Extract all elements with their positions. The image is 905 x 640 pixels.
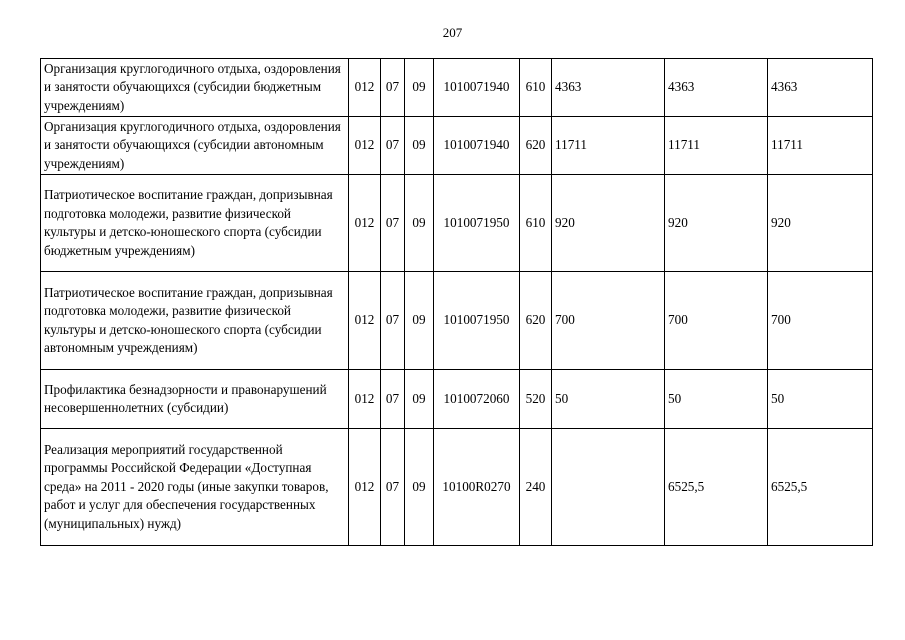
budget-table [40,58,873,546]
section-code-cell: 07 [381,117,405,175]
amount-year3-cell: 50 [768,370,873,429]
ministry-code-cell: 012 [349,370,381,429]
target-article-cell: 1010071940 [434,117,520,175]
amount-year1-cell: 4363 [552,59,665,117]
subsection-code-cell: 09 [405,117,434,175]
amount-year1-cell: 700 [552,272,665,370]
target-article-cell: 1010072060 [434,370,520,429]
table-row [41,59,873,117]
ministry-code-cell: 012 [349,59,381,117]
subsection-code-cell: 09 [405,59,434,117]
section-code-cell: 07 [381,272,405,370]
amount-year3-cell: 6525,5 [768,429,873,546]
ministry-code-cell: 012 [349,117,381,175]
section-code-cell: 07 [381,370,405,429]
row-name-cell: Патриотическое воспитание граждан, допризывная подготовка молодежи, развитие физической культуры и детско-юношеского спорта (субсидии бюджетным учреждениям) [41,175,349,272]
amount-year2-cell: 11711 [665,117,768,175]
section-code-cell: 07 [381,175,405,272]
table-row [41,370,873,429]
table-row [41,117,873,175]
ministry-code-cell: 012 [349,429,381,546]
expense-type-cell: 240 [520,429,552,546]
row-name-cell: Организация круглогодичного отдыха, оздоровления и занятости обучающихся (субсидии бюджетным учреждениям) [41,59,349,117]
expense-type-cell: 610 [520,175,552,272]
row-name-cell: Патриотическое воспитание граждан, допризывная подготовка молодежи, развитие физической культуры и детско-юношеского спорта (субсидии автономным учреждениям) [41,272,349,370]
page-number: 207 [442,25,463,40]
table-row [41,175,873,272]
target-article-cell: 1010071950 [434,175,520,272]
table-row [41,429,873,546]
target-article-cell: 1010071950 [434,272,520,370]
ministry-code-cell: 012 [349,175,381,272]
expense-type-cell: 520 [520,370,552,429]
amount-year3-cell: 700 [768,272,873,370]
amount-year2-cell: 50 [665,370,768,429]
amount-year3-cell: 4363 [768,59,873,117]
subsection-code-cell: 09 [405,272,434,370]
amount-year1-cell [552,429,665,546]
amount-year2-cell: 700 [665,272,768,370]
row-name-cell: Организация круглогодичного отдыха, оздоровления и занятости обучающихся (субсидии автономным учреждениям) [41,117,349,175]
subsection-code-cell: 09 [405,175,434,272]
amount-year1-cell: 50 [552,370,665,429]
section-code-cell: 07 [381,429,405,546]
target-article-cell: 10100R0270 [434,429,520,546]
table-row [41,272,873,370]
row-name-cell: Реализация мероприятий государственной программы Российской Федерации «Доступная среда» на 2011 - 2020 годы (иные закупки товаров, работ и услуг для обеспечения государственных (муниципальных) нужд) [41,429,349,546]
row-name-cell: Профилактика безнадзорности и правонарушений несовершеннолетних (субсидии) [41,370,349,429]
amount-year1-cell: 11711 [552,117,665,175]
section-code-cell: 07 [381,59,405,117]
amount-year2-cell: 920 [665,175,768,272]
subsection-code-cell: 09 [405,370,434,429]
amount-year3-cell: 11711 [768,117,873,175]
expense-type-cell: 620 [520,117,552,175]
expense-type-cell: 620 [520,272,552,370]
subsection-code-cell: 09 [405,429,434,546]
expense-type-cell: 610 [520,59,552,117]
amount-year2-cell: 4363 [665,59,768,117]
target-article-cell: 1010071940 [434,59,520,117]
amount-year3-cell: 920 [768,175,873,272]
amount-year2-cell: 6525,5 [665,429,768,546]
amount-year1-cell: 920 [552,175,665,272]
ministry-code-cell: 012 [349,272,381,370]
